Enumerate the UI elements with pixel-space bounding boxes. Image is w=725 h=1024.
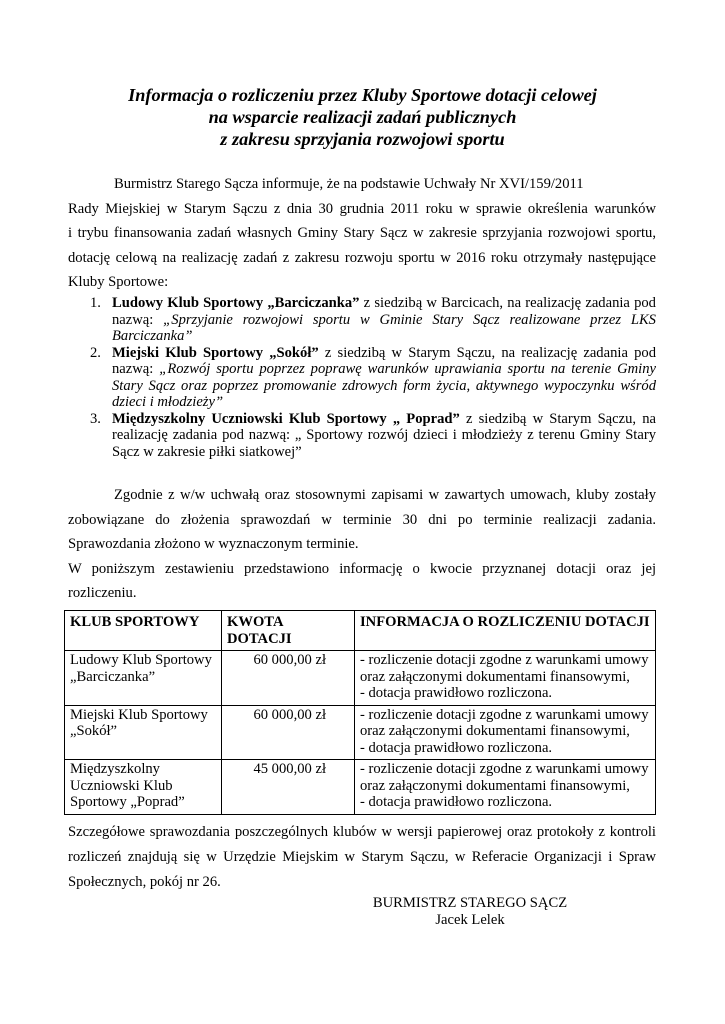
clubs-list: [68, 295, 656, 460]
club-line: Sportowy „Poprad”: [70, 794, 185, 810]
settlement-paragraph: [68, 483, 656, 606]
cell-info: [355, 760, 656, 815]
cell-club: [65, 651, 222, 706]
club-text: z siedzibą w Starym Sączu, na realizację zadania pod nazwą:: [112, 344, 656, 377]
list-item: [68, 345, 656, 411]
header-club: KLUB SPORTOWY: [65, 611, 222, 651]
table-header-row: [65, 611, 656, 651]
club-name: Miejski Klub Sportowy „Sokół”: [112, 344, 319, 361]
title-line-1: Informacja o rozliczeniu przez Kluby Sportowe dotacji celowej: [128, 85, 597, 105]
table-row: [65, 760, 656, 815]
closing-paragraph: [68, 820, 656, 895]
list-number: 2.: [90, 344, 101, 361]
info-line: - dotacja prawidłowo rozliczona.: [360, 739, 553, 756]
signature-block: [360, 895, 580, 929]
paragraph-line: rozliczeniu.: [68, 585, 137, 601]
signature-title: BURMISTRZ STAREGO SĄCZ: [372, 895, 568, 911]
task-name: „Rozwój sportu poprzez poprawę warunków uprawiania sportu na terenie Gminy Stary Sącz oraz poprzez promowanie zdrowych form życia, aktywnego wypoczynku wśród dzieci i młodzieży”: [112, 361, 656, 410]
intro-line: Rady Miejskiej w Starym Sączu z dnia 30 grudnia 2011 roku w sprawie określenia warunków: [68, 200, 656, 217]
task-name: „Sprzyjanie rozwojowi sportu w Gminie Stary Sącz realizowane przez LKS Barciczanka”: [112, 311, 656, 344]
intro-line: dotację celową na realizację zadań z zakresu rozwoju sportu w 2016 roku otrzymały następujące: [68, 249, 656, 266]
paragraph-line: Sprawozdania złożono w wyznaczonym terminie.: [68, 536, 359, 552]
info-line: oraz załączonymi dokumentami finansowymi,: [360, 668, 630, 685]
list-number: 3.: [90, 410, 101, 427]
info-line: - rozliczenie dotacji zgodne z warunkami umowy: [360, 761, 649, 777]
list-item: [68, 295, 656, 345]
info-line: oraz załączonymi dokumentami finansowymi,: [360, 723, 630, 739]
document-title: [60, 84, 665, 150]
paragraph-line: zobowiązane do złożenia sprawozdań w terminie 30 dni po terminie realizacji zadania.: [68, 511, 656, 528]
paragraph-line: Szczegółowe sprawozdania poszczególnych klubów w wersji papierowej oraz protokoły z kontroli: [68, 824, 656, 840]
table-row: [65, 705, 656, 760]
cell-amount: 60 000,00 zł: [222, 705, 355, 760]
club-line: „Barciczanka”: [70, 668, 156, 685]
grants-table: [64, 610, 656, 815]
club-line: „Sokół”: [70, 723, 118, 739]
list-number: 1.: [90, 295, 101, 311]
cell-info: [355, 705, 656, 760]
intro-paragraph: [68, 172, 656, 295]
title-line-2: na wsparcie realizacji zadań publicznych: [208, 107, 517, 127]
club-name: Ludowy Klub Sportowy „Barciczanka”: [112, 295, 360, 311]
club-line: Międzyszkolny: [70, 761, 160, 777]
info-line: - rozliczenie dotacji zgodne z warunkami umowy: [360, 652, 649, 668]
club-text: z siedzibą w Starym Sączu, na realizację zadania pod nazwą: „ Sportowy rozwój dzieci i młodzieży z terenu Gminy Stary Sącz w zakresie piłki siatkowej”: [112, 410, 656, 460]
signature-name: Jacek Lelek: [435, 912, 505, 928]
club-name: Międzyszkolny Uczniowski Klub Sportowy „ Poprad”: [112, 410, 460, 427]
table-row: [65, 651, 656, 706]
cell-club: [65, 705, 222, 760]
cell-info: [355, 651, 656, 706]
info-line: - dotacja prawidłowo rozliczona.: [360, 685, 553, 701]
list-item: [68, 411, 656, 461]
cell-amount: 60 000,00 zł: [222, 651, 355, 706]
club-line: Ludowy Klub Sportowy: [70, 652, 212, 668]
header-info: INFORMACJA O ROZLICZENIU DOTACJI: [355, 611, 656, 651]
paragraph-line: rozliczeń znajdują się w Urzędzie Miejskim w Starym Sączu, w Referacie Organizacji i Spraw: [68, 849, 656, 865]
paragraph-line: Zgodnie z w/w uchwałą oraz stosownymi zapisami w zawartych umowach, kluby zostały: [114, 487, 656, 503]
info-line: oraz załączonymi dokumentami finansowymi,: [360, 777, 630, 794]
title-line-3: z zakresu sprzyjania rozwojowi sportu: [220, 129, 505, 149]
intro-line: Burmistrz Starego Sącza informuje, że na podstawie Uchwały Nr XVI/159/2011: [114, 176, 584, 192]
cell-amount: 45 000,00 zł: [222, 760, 355, 815]
intro-line: Kluby Sportowe:: [68, 274, 169, 290]
club-line: Miejski Klub Sportowy: [70, 706, 208, 723]
cell-club: [65, 760, 222, 815]
paragraph-line: W poniższym zestawieniu przedstawiono informację o kwocie przyznanej dotacji oraz jej: [68, 560, 656, 577]
info-line: - dotacja prawidłowo rozliczona.: [360, 794, 553, 810]
club-line: Uczniowski Klub: [70, 777, 173, 794]
info-line: - rozliczenie dotacji zgodne z warunkami umowy: [360, 706, 649, 723]
header-amount: KWOTA DOTACJI: [222, 611, 355, 651]
club-text: z siedzibą w Barcicach, na realizację zadania pod nazwą:: [112, 295, 656, 328]
intro-line: i trybu finansowania zadań własnych Gminy Stary Sącz w zakresie sprzyjania rozwojowi sportu,: [68, 225, 656, 241]
paragraph-line: Społecznych, pokój nr 26.: [68, 874, 221, 890]
